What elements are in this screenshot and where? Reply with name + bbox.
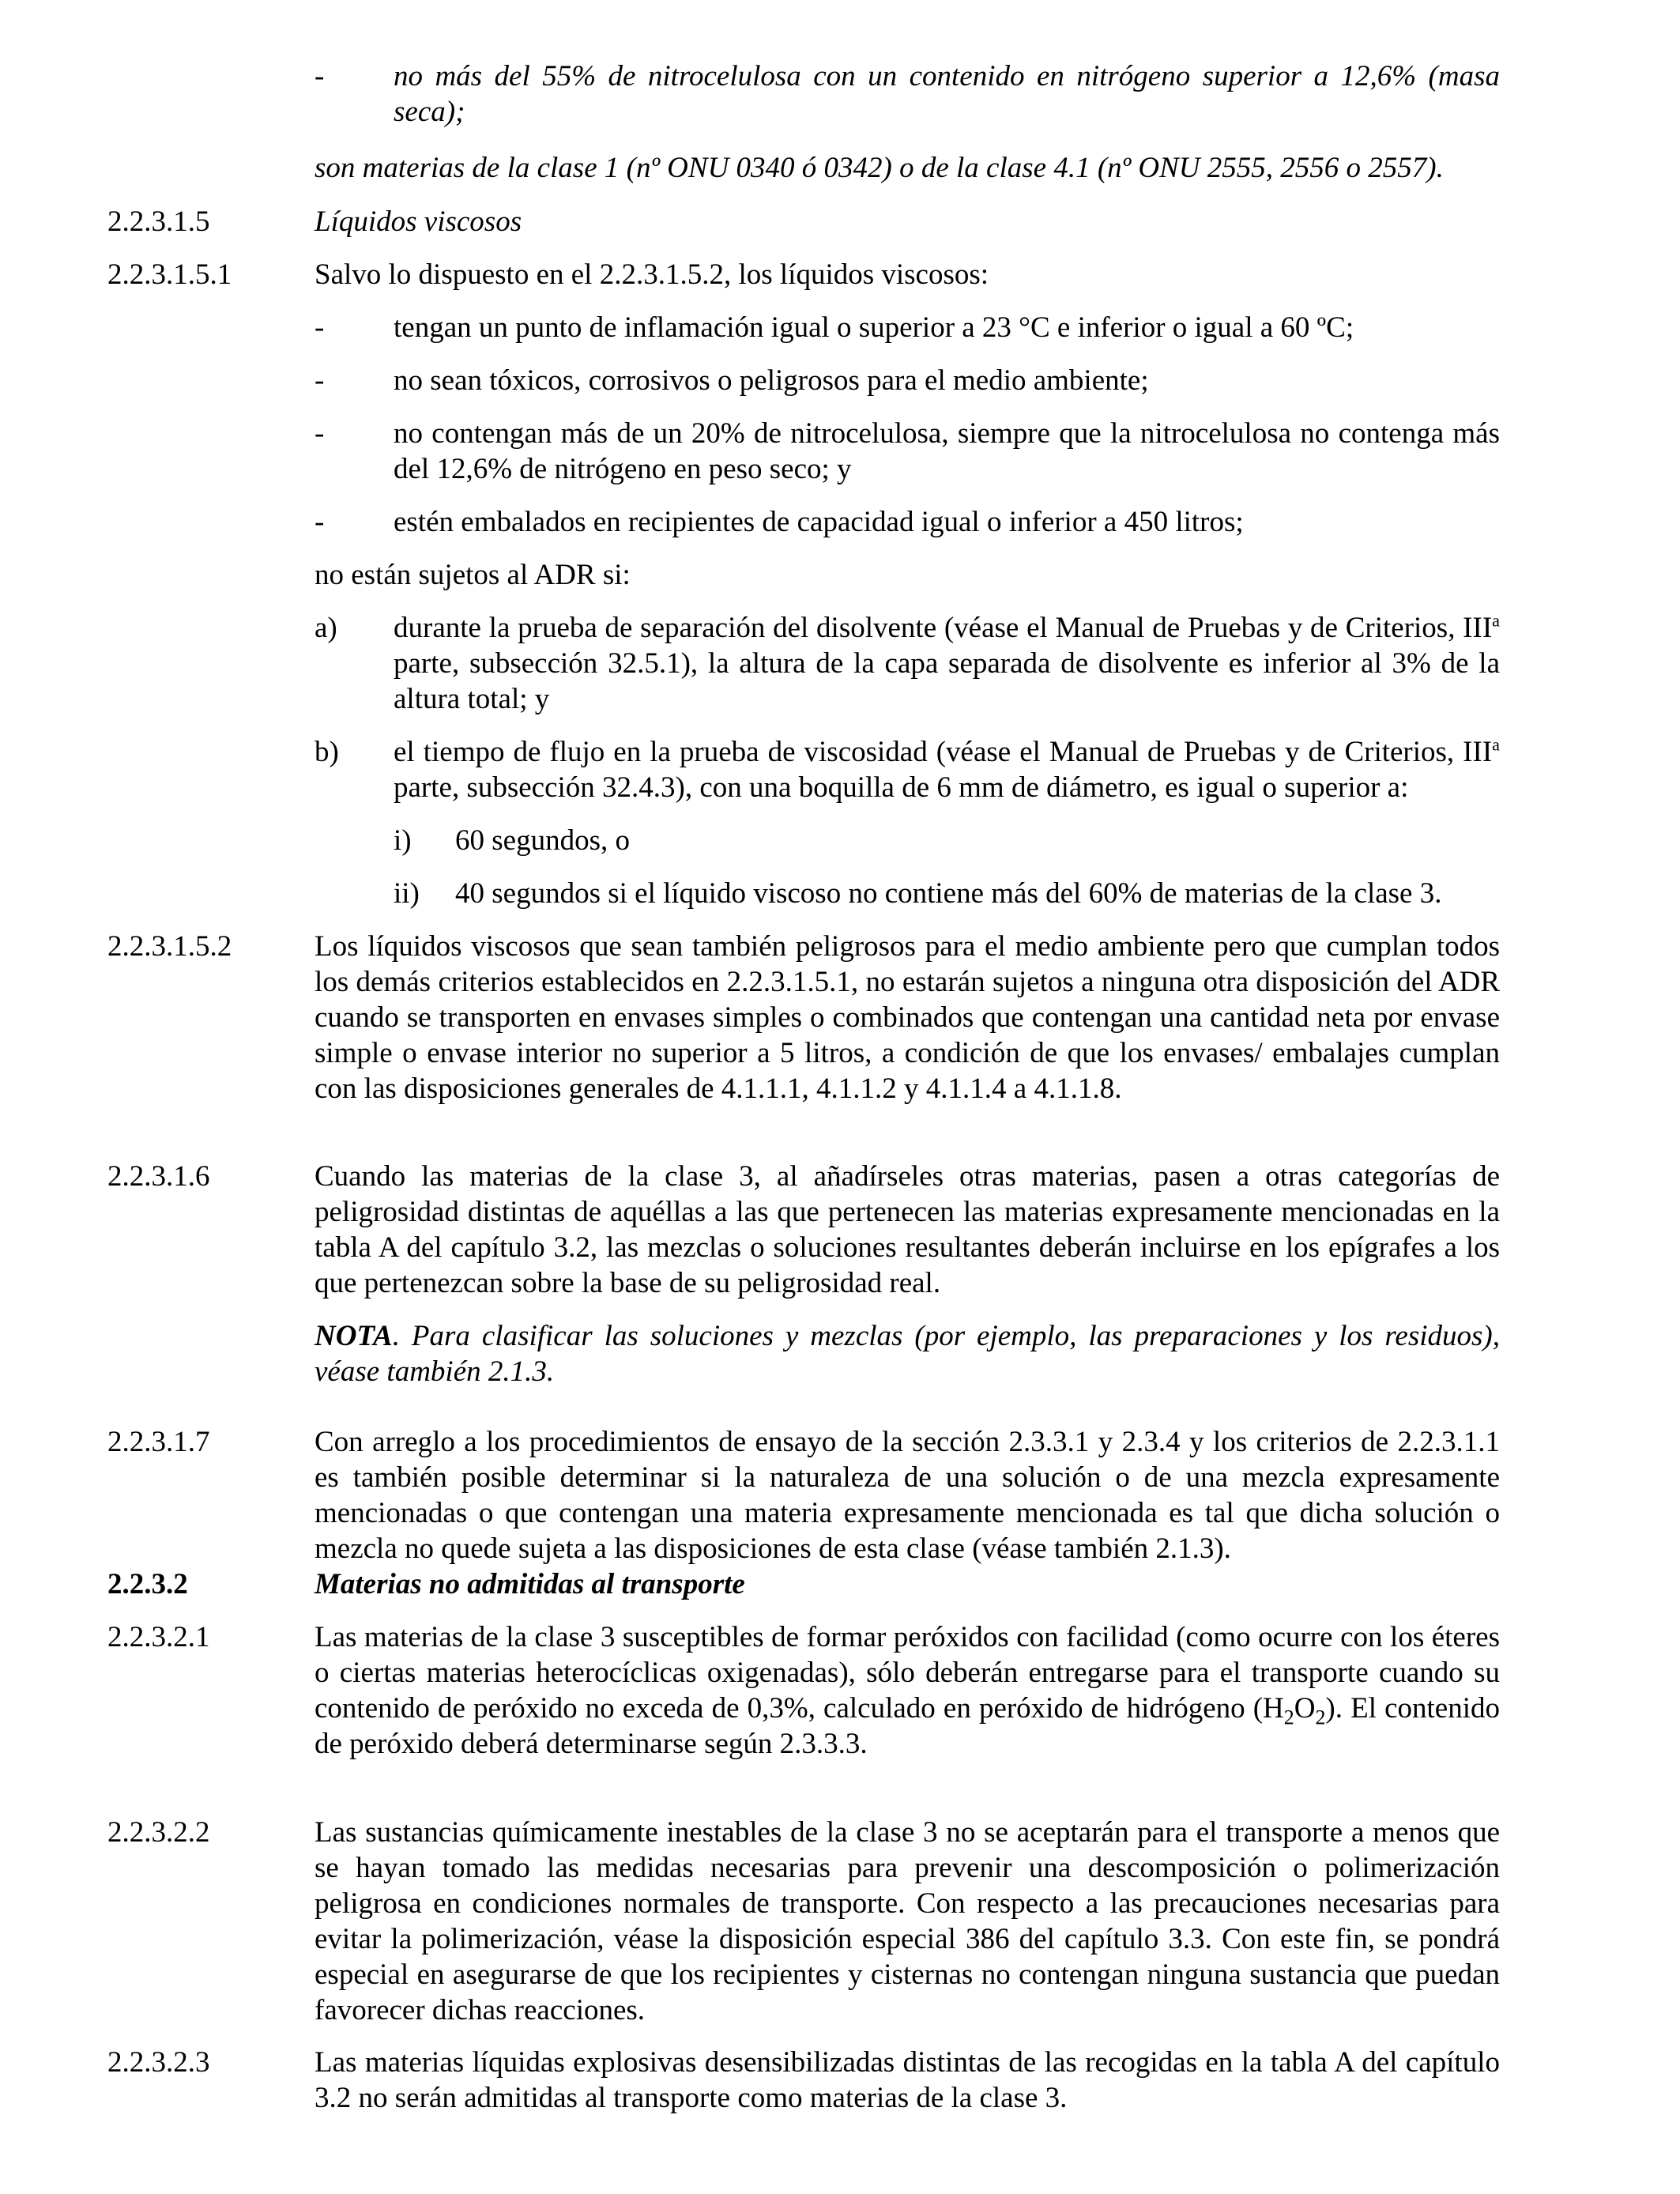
text-part: parte, subsección 32.5.1), la altura de la capa separada de disolvente es inferior al 3% de la altura total; y bbox=[394, 647, 1500, 715]
section-number: 2.2.3.2.2 bbox=[107, 1816, 210, 1849]
intro-bullet-text: no más del 55% de nitrocelulosa con un contenido en nitrógeno superior a 12,6% (masa seca); bbox=[394, 60, 1500, 128]
text-part: parte, subsección 32.4.3), con una boquilla de 6 mm de diámetro, es igual o superior a: bbox=[394, 771, 1409, 804]
note-text: . Para clasificar las soluciones y mezclas (por ejemplo, las preparaciones y los residuos), véase también 2.1.3. bbox=[315, 1320, 1500, 1388]
paragraph: Salvo lo dispuesto en el 2.2.3.1.5.2, los líquidos viscosos: bbox=[315, 258, 989, 291]
item-marker: i) bbox=[394, 824, 412, 857]
note-label: NOTA bbox=[315, 1320, 393, 1352]
item-marker: b) bbox=[315, 736, 339, 768]
list-item-text: 60 segundos, o bbox=[455, 824, 630, 857]
bullet-dash: - bbox=[315, 311, 325, 344]
list-item-text: tengan un punto de inflamación igual o superior a 23 °C e inferior o igual a 60 ºC; bbox=[394, 311, 1354, 344]
note bbox=[315, 1318, 1500, 1389]
list-item-text: no sean tóxicos, corrosivos o peligrosos para el medio ambiente; bbox=[394, 364, 1149, 397]
paragraph: Cuando las materias de la clase 3, al añadírseles otras materias, pasen a otras categorías de peligrosidad distintas de aquéllas a las que pertenecen las materias expresamente mencionadas en la tabla A del capítulo 3.2, las mezclas o soluciones resultantes deberán incluirse en los epígrafes a los que pertenezcan sobre la base de su peligrosidad real. bbox=[315, 1160, 1500, 1299]
list-item-text bbox=[394, 734, 1500, 805]
paragraph: Las sustancias químicamente inestables de la clase 3 no se aceptarán para el transporte a menos que se hayan tomado las medidas necesarias para prevenir una descomposición o polimerización peligrosa en condiciones normales de transporte. Con respecto a las precauciones necesarias para evitar la polimerización, véase la disposición especial 386 del capítulo 3.3. Con este fin, se pondrá especial en asegurarse de que los recipientes y cisternas no contengan ninguna sustancia que puedan favorecer dichas reacciones. bbox=[315, 1816, 1500, 2026]
text-part: el tiempo de flujo en la prueba de viscosidad (véase el Manual de Pruebas y de Criterios, III bbox=[394, 736, 1493, 768]
section-number: 2.2.3.1.6 bbox=[107, 1160, 210, 1193]
text-part: O bbox=[1294, 1692, 1316, 1725]
section-number: 2.2.3.2.1 bbox=[107, 1621, 210, 1653]
subscript: 2 bbox=[1315, 1706, 1326, 1729]
section-number: 2.2.3.2.3 bbox=[107, 2046, 210, 2079]
text-part: Las materias de la clase 3 susceptibles de formar peróxidos con facilidad (como ocurre con los éteres o ciertas materias heterocíclicas oxigenadas), sólo deberán entregarse para el transporte cuando su contenido de peróxido no exceda de 0,3%, calculado en peróxido de hidrógeno (H bbox=[315, 1621, 1500, 1725]
section-number: 2.2.3.1.7 bbox=[107, 1426, 210, 1458]
subscript: 2 bbox=[1283, 1706, 1294, 1729]
item-marker: ii) bbox=[394, 877, 420, 910]
text-part: durante la prueba de separación del disolvente (véase el Manual de Pruebas y de Criterios, III bbox=[394, 612, 1493, 644]
section-number: 2.2.3.1.5.2 bbox=[107, 930, 232, 963]
superscript: a bbox=[1492, 610, 1500, 631]
section-number: 2.2.3.2 bbox=[107, 1568, 188, 1600]
section-number: 2.2.3.1.5 bbox=[107, 205, 210, 238]
list-item-text: estén embalados en recipientes de capacidad igual o inferior a 450 litros; bbox=[394, 506, 1244, 538]
bullet-dash: - bbox=[315, 506, 325, 538]
paragraph bbox=[315, 1619, 1500, 1762]
paragraph: Con arreglo a los procedimientos de ensayo de la sección 2.3.3.1 y 2.3.4 y los criterios de 2.2.3.1.1 es también posible determinar si la naturaleza de una solución o de una mezcla expresamente mencionadas o que contengan una materia expresamente mencionada es tal que dicha solución o mezcla no quede sujeta a las disposiciones de esta clase (véase también 2.1.3). bbox=[315, 1426, 1500, 1565]
paragraph: Los líquidos viscosos que sean también peligrosos para el medio ambiente pero que cumplan todos los demás criterios establecidos en 2.2.3.1.5.1, no estarán sujetos a ninguna otra disposición del ADR cuando se transporten en envases simples o combinados que contengan una cantidad neta por envase simple o envase interior no superior a 5 litros, a condición de que los envases/ embalajes cumplan con las disposiciones generales de 4.1.1.1, 4.1.1.2 y 4.1.1.4 a 4.1.1.8. bbox=[315, 930, 1500, 1105]
list-item-text: 40 segundos si el líquido viscoso no contiene más del 60% de materias de la clase 3. bbox=[455, 877, 1442, 910]
paragraph: no están sujetos al ADR si: bbox=[315, 559, 631, 591]
bullet-dash: - bbox=[315, 364, 325, 397]
text-part: ). El contenido de peróxido deberá determinarse según 2.3.3.3. bbox=[315, 1692, 1500, 1760]
section-title: Materias no admitidas al transporte bbox=[315, 1568, 745, 1600]
section-number: 2.2.3.1.5.1 bbox=[107, 258, 232, 291]
paragraph: Las materias líquidas explosivas desensibilizadas distintas de las recogidas en la tabla A del capítulo 3.2 no serán admitidas al transporte como materias de la clase 3. bbox=[315, 2046, 1500, 2114]
bullet-dash: - bbox=[315, 60, 325, 92]
superscript: a bbox=[1492, 734, 1500, 755]
item-marker: a) bbox=[315, 612, 337, 644]
section-title: Líquidos viscosos bbox=[315, 205, 522, 238]
list-item-text: no contengan más de un 20% de nitrocelulosa, siempre que la nitrocelulosa no contenga más del 12,6% de nitrógeno en peso seco; y bbox=[394, 417, 1500, 485]
intro-conclusion: son materias de la clase 1 (nº ONU 0340 ó 0342) o de la clase 4.1 (nº ONU 2555, 2556 o 2557). bbox=[315, 152, 1444, 184]
bullet-dash: - bbox=[315, 417, 325, 450]
list-item-text bbox=[394, 610, 1500, 717]
